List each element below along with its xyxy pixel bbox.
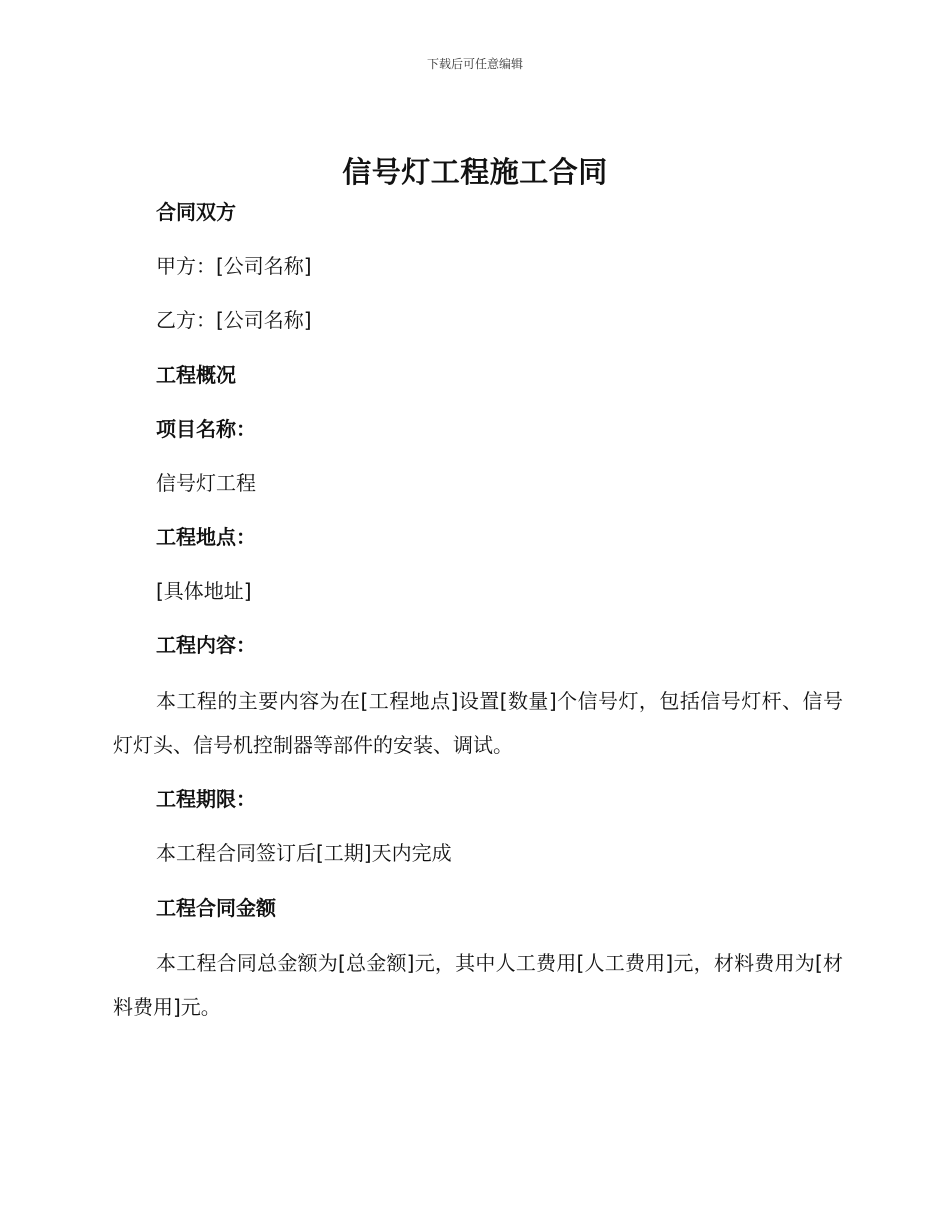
- document-title: 信号灯工程施工合同: [342, 155, 608, 189]
- party-b-line: 乙方：[公司名称]: [156, 308, 312, 332]
- location-label: 工程地点：: [156, 525, 256, 549]
- project-name-value: 信号灯工程: [156, 471, 256, 495]
- content-label: 工程内容：: [156, 633, 256, 657]
- project-name-label: 项目名称：: [156, 417, 256, 441]
- party-a-line: 甲方：[公司名称]: [156, 254, 312, 278]
- overview-heading: 工程概况: [156, 363, 236, 387]
- header-note: 下载后可任意编辑: [426, 57, 523, 71]
- amount-heading: 工程合同金额: [156, 896, 276, 920]
- parties-heading: 合同双方: [156, 200, 236, 224]
- period-text: 本工程合同签订后[工期]天内完成: [156, 841, 452, 865]
- location-value: [具体地址]: [156, 579, 252, 603]
- amount-paragraph: 本工程合同总金额为[总金额]元，其中人工费用[人工费用]元，材料费用为[材料费用]元。: [113, 951, 843, 1019]
- period-label: 工程期限：: [156, 787, 256, 811]
- content-paragraph: 本工程的主要内容为在[工程地点]设置[数量]个信号灯，包括信号灯杆、信号灯灯头、信号机控制器等部件的安装、调试。: [113, 689, 843, 757]
